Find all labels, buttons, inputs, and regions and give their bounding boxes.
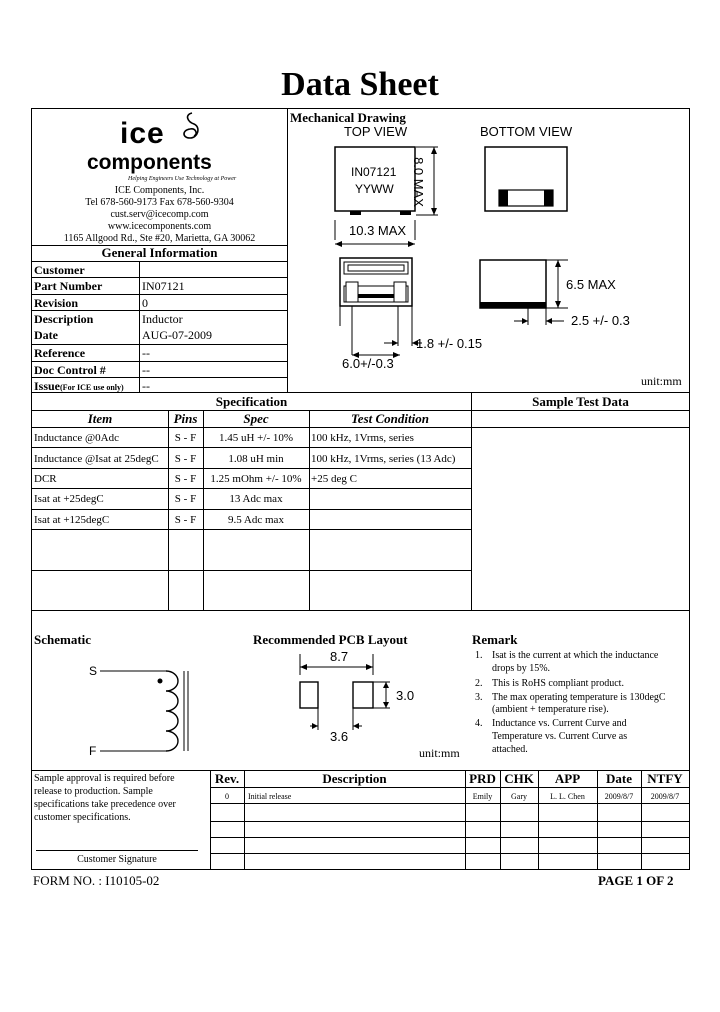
spec-pins: S - F: [174, 514, 197, 526]
rev-date: 2009/8/7: [604, 792, 634, 801]
remark-line: Inductance vs. Current Curve and: [492, 718, 627, 729]
rev-col-app: APP: [554, 771, 581, 786]
approval-note-line: customer specifications.: [34, 812, 131, 823]
top-view-body: [335, 147, 415, 211]
spec-value: 9.5 Adc max: [228, 514, 284, 526]
mechanical-heading: Mechanical Drawing: [290, 110, 406, 125]
rev-chk: Gary: [511, 792, 527, 801]
logo-tagline: Helping Engineers Use Technology at Power: [128, 176, 237, 182]
general-label-part-number: Part Number: [34, 279, 103, 293]
dim-height-label: 8.0 MAX: [410, 157, 426, 207]
spec-col-test-condition: Test Condition: [351, 411, 429, 426]
schematic-heading: Schematic: [34, 632, 92, 647]
sample-test-heading: Sample Test Data: [532, 394, 629, 409]
general-label-issue-wrap: [34, 379, 124, 395]
approval-note-line: Sample approval is required before: [34, 773, 175, 784]
company-phone: Tel 678-560-9173 Fax 678-560-9304: [85, 197, 234, 208]
spec-value: 1.45 uH +/- 10%: [218, 432, 294, 444]
rev-col-chk: CHK: [504, 771, 534, 786]
rev-description: Initial release: [248, 792, 292, 801]
rev-app: L. L. Chen: [550, 792, 585, 801]
schematic-finish-label: F: [89, 744, 97, 758]
remark-line: attached.: [492, 744, 528, 755]
dim-lead-label: 1.8 +/- 0.15: [416, 336, 483, 351]
rev-col-prd: PRD: [469, 771, 496, 786]
dim-side-height-label: 6.5 MAX: [566, 277, 616, 292]
logo-swirl-icon: [176, 110, 206, 150]
general-label-doc-control: Doc Control #: [34, 363, 106, 377]
logo-ice-text: ice: [120, 117, 165, 150]
bottom-view-body: [485, 147, 567, 211]
remark-line: The max operating temperature is 130degC: [492, 692, 666, 703]
remark-line: (ambient + temperature rise).: [492, 704, 609, 715]
general-label-reference: Reference: [34, 346, 86, 360]
general-label-issue-note: (For ICE use only): [60, 383, 124, 392]
spec-col-spec: Spec: [243, 411, 269, 426]
rev-col-ntfy: NTFY: [647, 771, 683, 786]
side-view-body: [480, 260, 546, 308]
spec-value: 1.08 uH min: [228, 453, 284, 465]
spec-value: 1.25 mOhm +/- 10%: [210, 473, 302, 485]
spec-item: Isat at +125degC: [34, 514, 110, 526]
spec-condition: +25 deg C: [311, 473, 357, 485]
spec-pins: S - F: [174, 473, 197, 485]
rev-col-date: Date: [606, 771, 632, 786]
general-value-date: AUG-07-2009: [142, 328, 212, 342]
pcb-dim-overall: 8.7: [330, 649, 349, 664]
general-label-date: Date: [34, 328, 58, 342]
rev-col-description: Description: [322, 771, 387, 786]
remark-num: 2.: [475, 678, 483, 689]
pcb-pad-left: [300, 682, 318, 708]
pcb-unit: unit:mm: [419, 746, 460, 760]
spec-item: DCR: [34, 473, 57, 485]
remark-line: Isat is the current at which the inductance: [492, 650, 659, 661]
general-label-issue: Issue: [34, 379, 61, 393]
remark-num: 1.: [475, 650, 483, 661]
general-value-description: Inductor: [142, 312, 183, 326]
approval-note-line: specifications take precedence over: [34, 799, 176, 810]
pcb-dim-gap: 3.6: [330, 729, 349, 744]
remark-line: This is RoHS compliant product.: [492, 678, 624, 689]
spec-value: 13 Adc max: [229, 493, 283, 505]
mechanical-unit: unit:mm: [641, 374, 682, 388]
remark-num: 4.: [475, 718, 483, 729]
dim-terminal-label: 2.5 +/- 0.3: [571, 313, 630, 328]
bottom-view-label: BOTTOM VIEW: [480, 124, 573, 139]
form-number: FORM NO. : I10105-02: [33, 873, 160, 888]
general-label-revision: Revision: [34, 296, 79, 310]
schematic-start-label: S: [89, 664, 98, 678]
company-website[interactable]: www.icecomponents.com: [107, 221, 212, 232]
spec-pins: S - F: [174, 493, 197, 505]
general-value-revision: 0: [142, 296, 148, 310]
remark-line: drops by 15%.: [492, 663, 551, 674]
general-value-reference: --: [142, 346, 150, 360]
page-number: PAGE 1 OF 2: [598, 873, 674, 888]
general-label-description: Description: [34, 312, 94, 326]
spec-item: Inductance @Isat at 25degC: [34, 453, 159, 465]
spec-item: Isat at +25degC: [34, 493, 104, 505]
general-value-part-number: IN07121: [142, 279, 185, 293]
spec-heading: Specification: [215, 394, 288, 409]
dim-width-label: 10.3 MAX: [349, 223, 407, 238]
pcb-layout-heading: Recommended PCB Layout: [253, 632, 408, 647]
spec-col-pins: Pins: [173, 411, 198, 426]
mechanical-drawing: [288, 140, 688, 380]
company-name: ICE Components, Inc.: [114, 185, 205, 196]
spec-pins: S - F: [174, 453, 197, 465]
top-view-marking-date: YYWW: [355, 182, 394, 196]
spec-condition: 100 kHz, 1Vrms, series: [311, 432, 414, 444]
pcb-dim-height: 3.0: [396, 688, 415, 703]
dim-pitch-label: 6.0+/-0.3: [342, 356, 394, 371]
general-info-heading: General Information: [101, 245, 218, 260]
rev-ntfy: 2009/8/7: [650, 792, 680, 801]
top-view-label: TOP VIEW: [344, 124, 408, 139]
top-view-marking-part: IN07121: [351, 165, 397, 179]
spec-item: Inductance @0Adc: [34, 432, 119, 444]
rev-col-rev: Rev.: [214, 771, 240, 786]
general-value-doc-control: --: [142, 363, 150, 377]
page-title: Data Sheet: [281, 66, 439, 103]
remark-heading: Remark: [472, 632, 518, 647]
company-email[interactable]: cust.serv@icecomp.com: [110, 209, 209, 220]
remark-num: 3.: [475, 692, 483, 703]
inductor-symbol-icon: [98, 660, 198, 760]
spec-col-item: Item: [87, 411, 113, 426]
general-label-customer: Customer: [34, 263, 85, 277]
approval-note-line: release to production. Sample: [34, 786, 153, 797]
rev-prd: Emily: [472, 792, 493, 801]
logo-components-text: components: [87, 151, 212, 174]
spec-condition: 100 kHz, 1Vrms, series (13 Adc): [311, 453, 456, 465]
spec-pins: S - F: [174, 432, 197, 444]
rev-value: 0: [225, 792, 229, 801]
company-address: 1165 Allgood Rd., Ste #20, Marietta, GA 30062: [63, 233, 256, 244]
pcb-pad-right: [353, 682, 373, 708]
remark-line: Temperature vs. Current Curve as: [492, 731, 628, 742]
general-value-issue: --: [142, 379, 150, 393]
customer-signature-label: Customer Signature: [77, 854, 157, 865]
